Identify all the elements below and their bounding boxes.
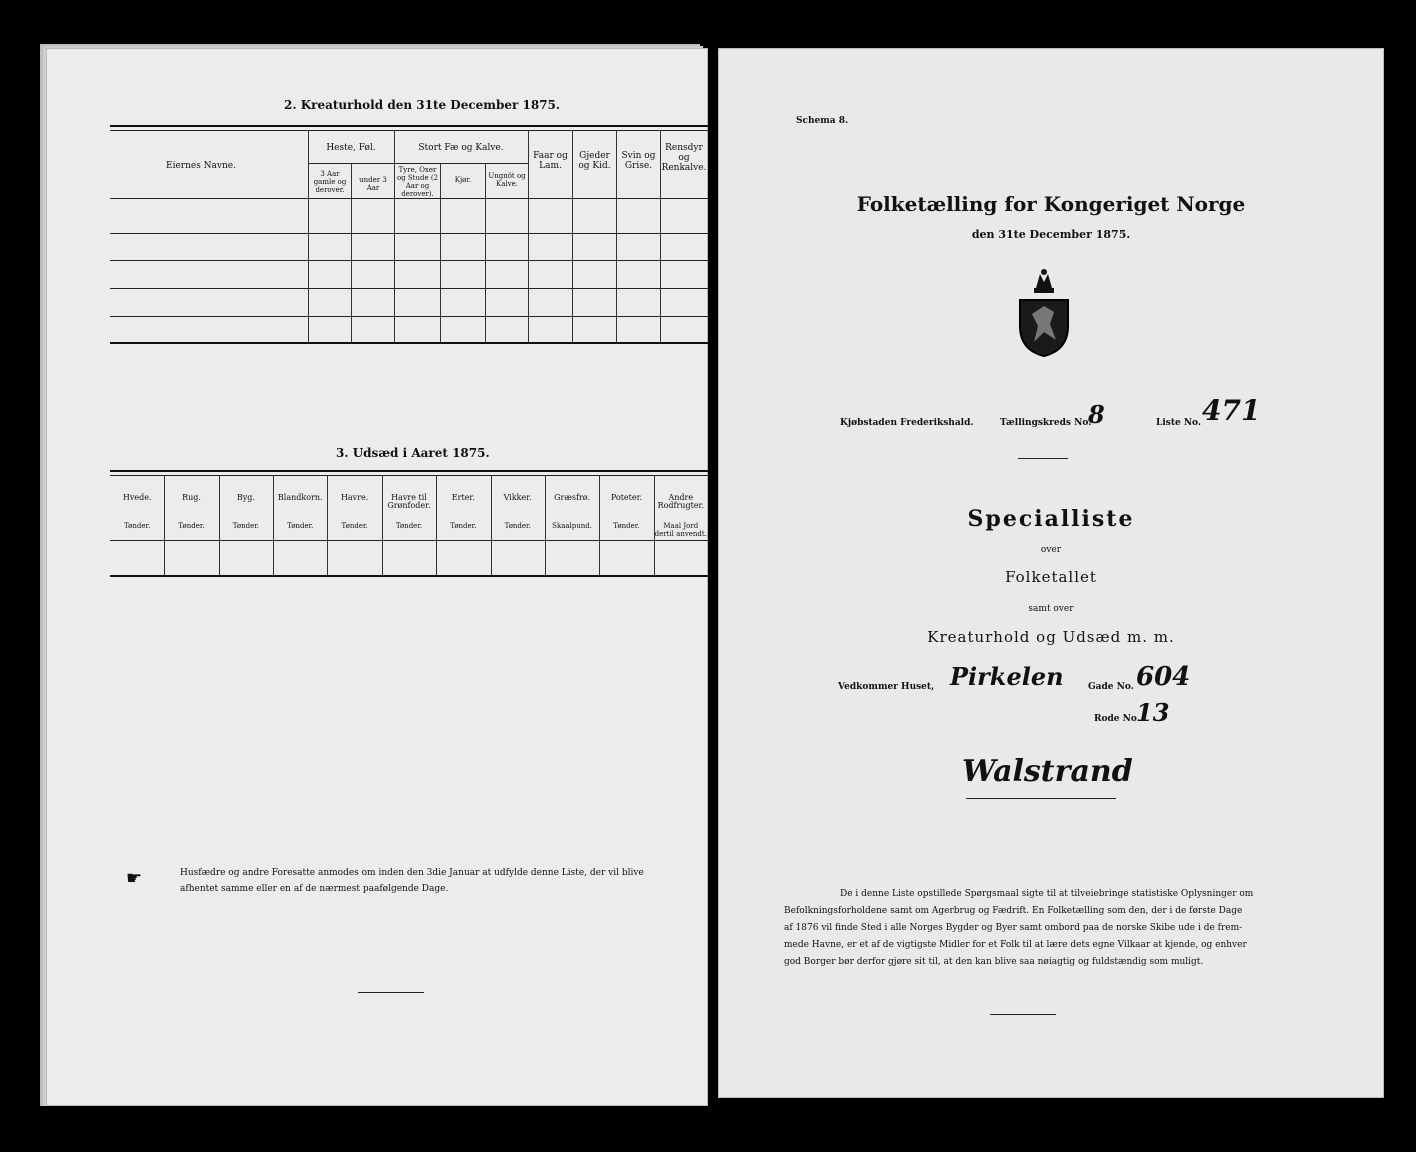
crop-header: Vikker. [503,493,532,502]
crop-header: Havre til Grønfoder. [387,493,431,510]
over-text: over [1040,545,1062,555]
census-date: den 31te December 1875. [971,228,1131,241]
info-line: De i denne Liste opstillede Spørgsmaal sigte til at tilveiebringe statistiske Oplysninger om [840,889,1254,899]
census-title: Folketælling for Kongeriget Norge [856,192,1246,216]
street-label: Gade No. [1088,682,1134,692]
section2-title: 2. Kreaturhold den 31te December 1875. [284,98,561,112]
district-label: Tællingskreds No. [1000,418,1092,428]
horses-young-header: under 3 Aar [359,176,387,192]
closing-rule [990,1014,1056,1015]
rode-value: 13 [1136,698,1170,727]
list-value: 471 [1202,394,1261,427]
house-value: Pirkelen [950,662,1064,691]
notice-line-1: Husfædre og andre Foresatte anmodes om inden den 3die Januar at udfylde denne Liste, der vil blive [180,868,644,878]
crop-unit: Tønder. [124,522,151,530]
crop-header: Erter. [451,493,475,502]
cattle-cows-header: Kjør. [454,176,472,184]
crop-header: Blandkorn. [277,493,323,502]
crop-header: Hvede. [122,493,152,502]
signature-underline [966,798,1116,799]
cattle-bulls-header: Tyre, Oxer og Stude (2 Aar og derover). [396,166,439,198]
kreaturhold-text: Kreaturhold og Udsæd m. m. [927,628,1175,646]
reindeer-header: Rensdyr og Renkalve. [661,143,707,173]
crop-header: Byg. [236,493,255,502]
crop-header: Andre Rodfrugter. [657,493,705,510]
district-value: 8 [1088,400,1105,429]
crop-unit: Tønder. [341,522,368,530]
info-line: Befolkningsforholdene samt om Agerbrug og Fædrift. En Folketælling som den, der i de første Dage [784,906,1243,916]
crop-unit: Tønder. [178,522,205,530]
signature: Walstrand [962,754,1133,789]
goats-header: Gjeder og Kid. [578,151,611,171]
cattle-header: Stort Fæ og Kalve. [418,143,504,153]
crop-unit: Tønder. [450,522,477,530]
horses-old-header: 3 Aar gamle og derover. [313,170,347,194]
info-line: god Borger bør derfor gjøre sit til, at den kan blive saa nøiagtig og fuldstændig som muligt. [784,957,1204,967]
cattle-young-header: Ungnöt og Kalve. [488,172,526,188]
crop-unit: Maal Jord dertil anvendt. [654,522,707,538]
info-paragraph [784,886,1344,971]
info-line: mede Havne, er et af de vigtigste Midler for et Folk til at lære dets egne Vilkaar at kjende, og enhver [784,940,1247,950]
info-line: af 1876 vil finde Sted i alle Norges Bygder og Byer samt ombord paa de norske Skibe ude i de frem- [784,923,1243,933]
sheep-header: Faar og Lam. [533,151,568,171]
crop-header: Poteter. [610,493,643,502]
schema-number: Schema 8. [796,116,849,126]
crop-unit: Tønder. [395,522,423,530]
pigs-header: Svin og Grise. [621,151,656,171]
crop-header: Rug. [182,493,201,502]
crop-header: Græsfrø. [554,493,590,502]
coat-of-arms-icon [1014,266,1074,358]
rule [1018,458,1068,459]
crop-unit: Tønder. [287,522,314,530]
horses-header: Heste, Føl. [326,143,376,153]
crop-unit: Skaalpund. [552,522,592,530]
town-label: Kjøbstaden Frederikshald. [840,418,974,428]
crop-header: Havre. [340,493,369,502]
section3-title: 3. Udsæd i Aaret 1875. [336,446,490,460]
samt-over-text: samt over [1028,604,1074,614]
street-value: 604 [1136,662,1191,692]
house-label: Vedkommer Huset, [838,682,935,692]
special-list-title: Specialliste [967,506,1135,532]
pointing-hand-icon: ☛ [126,868,143,889]
list-label: Liste No. [1156,418,1202,428]
folketallet-text: Folketallet [1005,568,1097,586]
crop-unit: Tønder. [504,522,531,530]
crop-unit: Tønder. [613,522,640,530]
rode-label: Rode No. [1094,714,1140,724]
right-page [718,48,1384,1098]
left-page [46,48,708,1106]
crop-unit: Tønder. [232,522,260,530]
owners-header: Eiernes Navne. [166,161,236,171]
closing-rule [358,992,424,993]
notice-line-2: afhentet samme eller en af de nærmest paafølgende Dage. [180,884,449,894]
